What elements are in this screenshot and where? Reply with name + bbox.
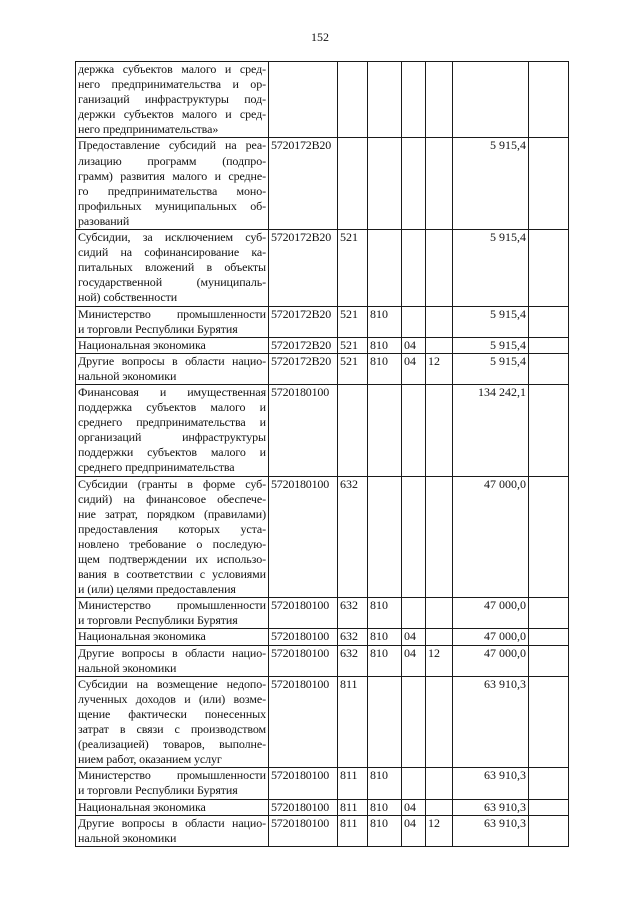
- name-line: держка субъектов малого и сред-: [78, 62, 266, 76]
- row-name-cell: [76, 799, 269, 815]
- name-line: Субсидии на возмещение недопо-: [78, 676, 266, 691]
- name-line: питальных вложений в объекты: [78, 260, 266, 275]
- section-code-cell: 04: [402, 337, 426, 353]
- expense-type-code-cell: [338, 138, 368, 230]
- subsection-code-cell: [426, 384, 453, 476]
- name-line: среднего предпринимательства: [78, 460, 235, 475]
- target-article-code-cell: 5720172B20: [269, 306, 338, 337]
- subsection-code-cell: 12: [426, 353, 453, 384]
- target-article-code-cell: 5720180100: [269, 629, 338, 645]
- subsection-code-cell: [426, 629, 453, 645]
- subsection-code-cell: [426, 598, 453, 629]
- section-code-cell: 04: [402, 815, 426, 846]
- name-line: Министерство промышленности: [78, 598, 266, 613]
- name-line: Министерство промышленности: [78, 306, 266, 321]
- extra-cell: [529, 384, 569, 476]
- section-code-cell: 04: [402, 799, 426, 815]
- row-name-cell: [76, 598, 269, 629]
- name-line: Национальная экономика: [78, 799, 206, 814]
- name-line: держки субъектов малого и сред-: [78, 107, 266, 122]
- budget-table: [75, 61, 569, 847]
- row-name-cell: [76, 306, 269, 337]
- row-name-cell: [76, 337, 269, 353]
- amount-cell: 63 910,3: [453, 768, 529, 799]
- subsection-code-cell: 12: [426, 645, 453, 676]
- name-line: разований: [78, 213, 130, 228]
- expense-type-code-cell: 811: [338, 815, 368, 846]
- page-number: 152: [311, 30, 329, 44]
- name-line: ной) собственности: [78, 290, 178, 305]
- table-row: [76, 337, 569, 353]
- name-line: сидий) на финансовое обеспече-: [78, 491, 266, 506]
- expense-type-code-cell: 521: [338, 230, 368, 306]
- subsection-code-cell: [426, 230, 453, 306]
- extra-cell: [529, 768, 569, 799]
- section-code-cell: [402, 384, 426, 476]
- amount-cell: 47 000,0: [453, 629, 529, 645]
- expense-type-code-cell: 811: [338, 768, 368, 799]
- extra-cell: [529, 337, 569, 353]
- name-line: новлено требование о последую-: [78, 536, 266, 551]
- name-line: и торговли Республики Бурятия: [78, 783, 238, 798]
- ministry-code-cell: 810: [368, 815, 402, 846]
- row-name-cell: [76, 62, 269, 138]
- target-article-code-cell: 5720180100: [269, 645, 338, 676]
- subsection-code-cell: [426, 138, 453, 230]
- table-body: [76, 62, 569, 847]
- subsection-code-cell: [426, 676, 453, 768]
- name-line: Субсидии, за исключением суб-: [78, 230, 266, 245]
- section-code-cell: 04: [402, 645, 426, 676]
- subsection-code-cell: [426, 62, 453, 138]
- expense-type-code-cell: [338, 384, 368, 476]
- section-code-cell: [402, 230, 426, 306]
- target-article-code-cell: 5720180100: [269, 799, 338, 815]
- target-article-code-cell: 5720180100: [269, 815, 338, 846]
- section-code-cell: [402, 306, 426, 337]
- expense-type-code-cell: 521: [338, 337, 368, 353]
- name-line: го предпринимательства моно-: [78, 183, 266, 198]
- expense-type-code-cell: 632: [338, 629, 368, 645]
- name-line: Другие вопросы в области нацио-: [78, 353, 266, 368]
- target-article-code-cell: 5720180100: [269, 768, 338, 799]
- name-line: предоставления которых уста-: [78, 521, 266, 536]
- amount-cell: 47 000,0: [453, 645, 529, 676]
- amount-cell: 5 915,4: [453, 353, 529, 384]
- row-name-cell: [76, 645, 269, 676]
- name-line: Другие вопросы в области нацио-: [78, 815, 266, 830]
- extra-cell: [529, 598, 569, 629]
- target-article-code-cell: 5720180100: [269, 476, 338, 598]
- table-row: [76, 768, 569, 799]
- table-row: [76, 138, 569, 230]
- name-line: Финансовая и имущественная: [78, 384, 266, 399]
- expense-type-code-cell: 811: [338, 676, 368, 768]
- name-line: ганизаций инфраструктуры под-: [78, 92, 266, 107]
- ministry-code-cell: [368, 230, 402, 306]
- ministry-code-cell: [368, 476, 402, 598]
- amount-cell: 63 910,3: [453, 815, 529, 846]
- section-code-cell: [402, 768, 426, 799]
- table-row: [76, 306, 569, 337]
- name-line: государственной (муниципаль-: [78, 275, 266, 290]
- name-line: Национальная экономика: [78, 629, 206, 644]
- row-name-cell: [76, 353, 269, 384]
- table-row: [76, 676, 569, 768]
- amount-cell: 5 915,4: [453, 337, 529, 353]
- row-name-cell: [76, 629, 269, 645]
- name-line: щем подтверждении их использо-: [78, 552, 266, 566]
- section-code-cell: 04: [402, 353, 426, 384]
- section-code-cell: 04: [402, 629, 426, 645]
- expense-type-code-cell: 632: [338, 598, 368, 629]
- subsection-code-cell: [426, 337, 453, 353]
- name-line: вания в соответствии с условиями: [78, 567, 266, 582]
- ministry-code-cell: [368, 384, 402, 476]
- row-name-cell: [76, 138, 269, 230]
- name-line: затрат в связи с производством: [78, 722, 266, 737]
- name-line: него предпринимательства и ор-: [78, 77, 266, 92]
- subsection-code-cell: [426, 476, 453, 598]
- row-name-cell: [76, 768, 269, 799]
- extra-cell: [529, 799, 569, 815]
- expense-type-code-cell: 632: [338, 645, 368, 676]
- table-row: [76, 384, 569, 476]
- expense-type-code-cell: 632: [338, 476, 368, 598]
- table-row: [76, 799, 569, 815]
- section-code-cell: [402, 676, 426, 768]
- row-name-cell: [76, 815, 269, 846]
- name-line: нальной экономики: [78, 830, 177, 845]
- ministry-code-cell: [368, 62, 402, 138]
- subsection-code-cell: [426, 768, 453, 799]
- target-article-code-cell: 5720172B20: [269, 353, 338, 384]
- name-line: и (или) целями предоставления: [78, 582, 236, 597]
- name-line: и торговли Республики Бурятия: [78, 321, 238, 336]
- table-row: [76, 645, 569, 676]
- row-name-cell: [76, 384, 269, 476]
- name-line: Национальная экономика: [78, 337, 206, 352]
- table-row: [76, 62, 569, 138]
- extra-cell: [529, 815, 569, 846]
- extra-cell: [529, 676, 569, 768]
- section-code-cell: [402, 138, 426, 230]
- extra-cell: [529, 476, 569, 598]
- amount-cell: [453, 62, 529, 138]
- name-line: (реализацией) товаров, выполне-: [78, 737, 266, 752]
- amount-cell: 5 915,4: [453, 230, 529, 306]
- ministry-code-cell: 810: [368, 598, 402, 629]
- amount-cell: 47 000,0: [453, 476, 529, 598]
- amount-cell: 134 242,1: [453, 384, 529, 476]
- row-name-cell: [76, 230, 269, 306]
- name-line: щение фактически понесенных: [78, 706, 266, 721]
- expense-type-code-cell: 521: [338, 306, 368, 337]
- ministry-code-cell: 810: [368, 629, 402, 645]
- row-name-cell: [76, 476, 269, 598]
- extra-cell: [529, 138, 569, 230]
- ministry-code-cell: 810: [368, 306, 402, 337]
- section-code-cell: [402, 62, 426, 138]
- name-line: нием работ, оказанием услуг: [78, 752, 222, 767]
- subsection-code-cell: [426, 306, 453, 337]
- target-article-code-cell: 5720180100: [269, 598, 338, 629]
- amount-cell: 5 915,4: [453, 306, 529, 337]
- table-row: [76, 598, 569, 629]
- name-line: лученных доходов и (или) возме-: [78, 691, 266, 706]
- name-line: сидий на софинансирование ка-: [78, 245, 266, 260]
- name-line: Предоставление субсидий на реа-: [78, 138, 266, 153]
- expense-type-code-cell: 521: [338, 353, 368, 384]
- table-row: [76, 476, 569, 598]
- target-article-code-cell: [269, 62, 338, 138]
- subsection-code-cell: 12: [426, 815, 453, 846]
- name-line: организаций инфраструктуры: [78, 430, 266, 445]
- target-article-code-cell: 5720180100: [269, 384, 338, 476]
- amount-cell: 63 910,3: [453, 676, 529, 768]
- name-line: профильных муниципальных об-: [78, 198, 266, 213]
- section-code-cell: [402, 598, 426, 629]
- extra-cell: [529, 645, 569, 676]
- row-name-cell: [76, 676, 269, 768]
- ministry-code-cell: 810: [368, 768, 402, 799]
- name-line: него предпринимательства»: [78, 122, 219, 137]
- name-line: Субсидии (гранты в форме суб-: [78, 476, 266, 491]
- extra-cell: [529, 629, 569, 645]
- extra-cell: [529, 230, 569, 306]
- name-line: нальной экономики: [78, 660, 177, 675]
- amount-cell: 5 915,4: [453, 138, 529, 230]
- name-line: поддержка субъектов малого и: [78, 400, 266, 415]
- amount-cell: 63 910,3: [453, 799, 529, 815]
- name-line: поддержки субъектов малого и: [78, 445, 266, 460]
- table-row: [76, 353, 569, 384]
- section-code-cell: [402, 476, 426, 598]
- table-row: [76, 629, 569, 645]
- extra-cell: [529, 62, 569, 138]
- table-row: [76, 815, 569, 846]
- name-line: ние затрат, порядком (правилами): [78, 506, 266, 521]
- subsection-code-cell: [426, 799, 453, 815]
- target-article-code-cell: 5720180100: [269, 676, 338, 768]
- name-line: среднего предпринимательства и: [78, 415, 266, 430]
- amount-cell: 47 000,0: [453, 598, 529, 629]
- target-article-code-cell: 5720172B20: [269, 138, 338, 230]
- ministry-code-cell: [368, 138, 402, 230]
- name-line: Другие вопросы в области нацио-: [78, 645, 266, 660]
- name-line: лизацию программ (подпро-: [78, 153, 266, 168]
- expense-type-code-cell: [338, 62, 368, 138]
- target-article-code-cell: 5720172B20: [269, 230, 338, 306]
- ministry-code-cell: 810: [368, 353, 402, 384]
- name-line: и торговли Республики Бурятия: [78, 613, 238, 628]
- ministry-code-cell: [368, 676, 402, 768]
- ministry-code-cell: 810: [368, 337, 402, 353]
- ministry-code-cell: 810: [368, 799, 402, 815]
- expense-type-code-cell: 811: [338, 799, 368, 815]
- extra-cell: [529, 306, 569, 337]
- ministry-code-cell: 810: [368, 645, 402, 676]
- name-line: нальной экономики: [78, 368, 177, 383]
- name-line: грамм) развития малого и средне-: [78, 168, 266, 183]
- extra-cell: [529, 353, 569, 384]
- table-row: [76, 230, 569, 306]
- target-article-code-cell: 5720172B20: [269, 337, 338, 353]
- name-line: Министерство промышленности: [78, 768, 266, 783]
